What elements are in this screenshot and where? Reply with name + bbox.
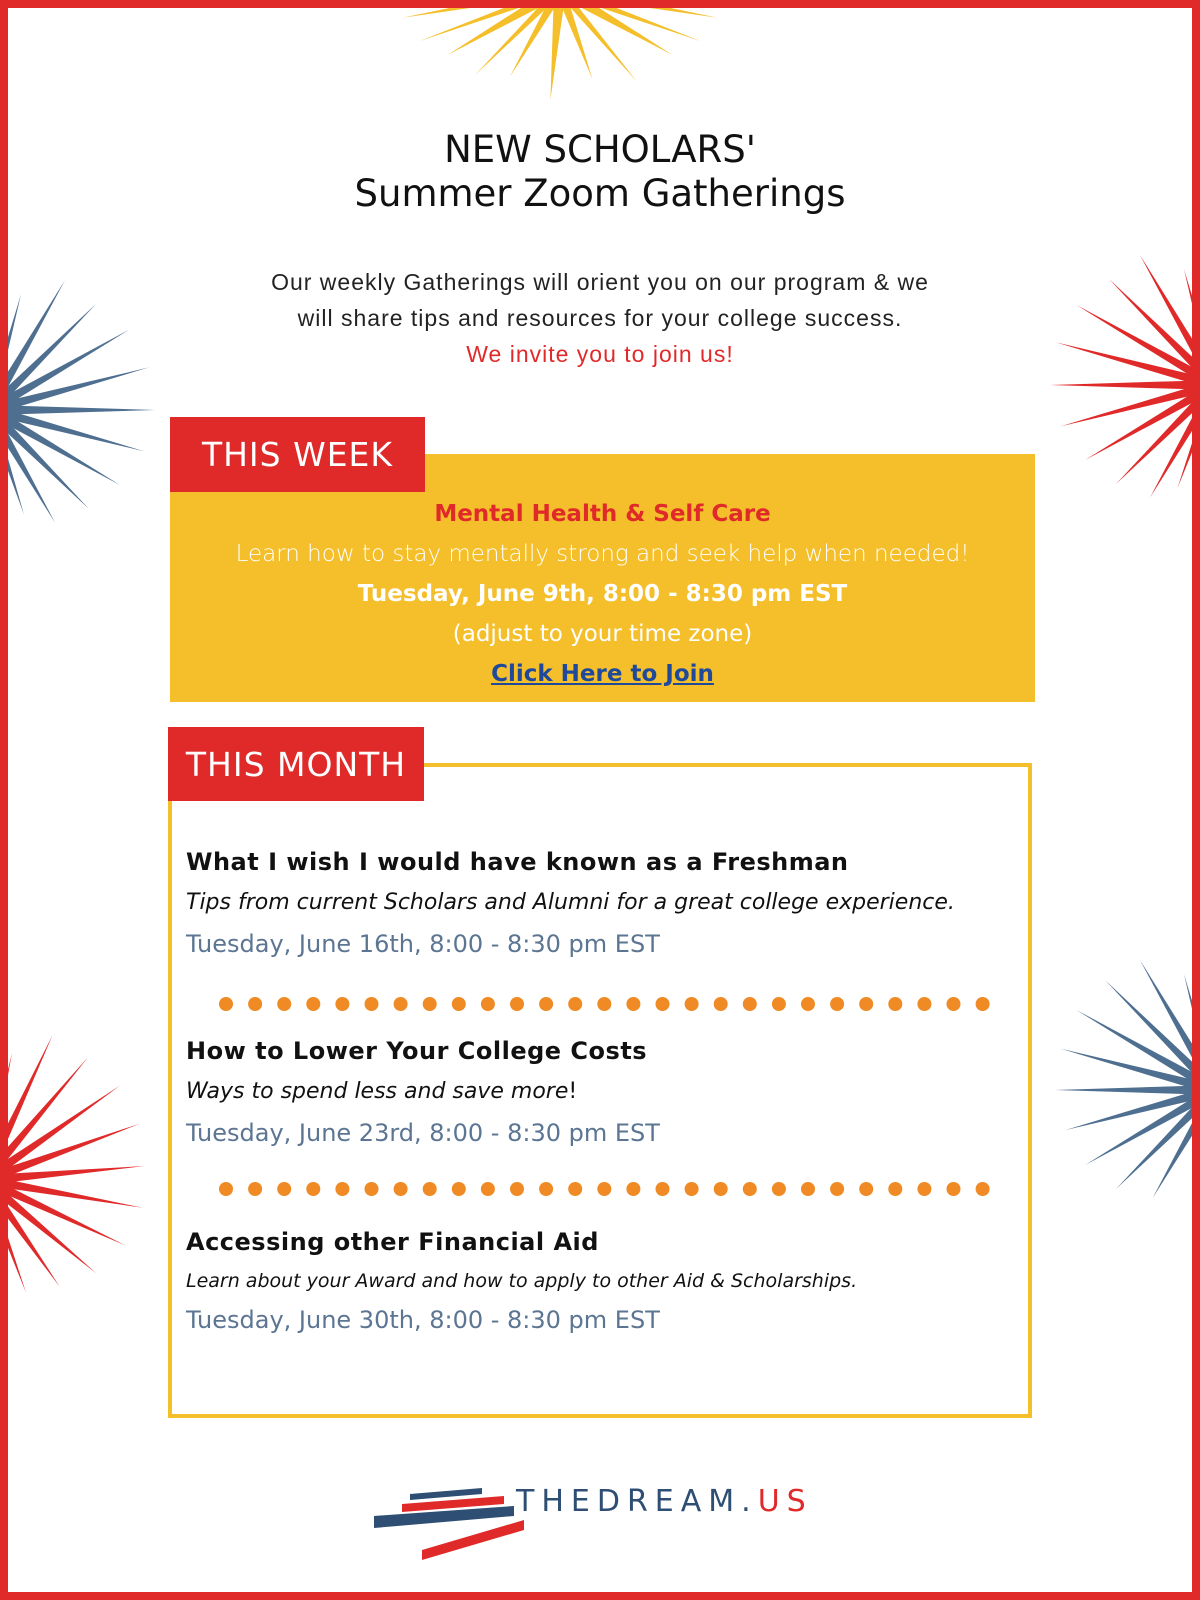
event-description: Tips from current Scholars and Alumni for a great college experience. (186, 890, 955, 915)
divider-dot (801, 997, 815, 1011)
event-item (186, 1222, 1046, 1340)
divider-dot (539, 997, 553, 1011)
divider-dot (626, 1182, 640, 1196)
divider-dot (830, 997, 844, 1011)
divider-dot (917, 1182, 931, 1196)
divider-dot (976, 1182, 990, 1196)
event-item (186, 1031, 1046, 1153)
divider-dot (481, 997, 495, 1011)
intro-text (0, 264, 1200, 372)
this-week-tag: THIS WEEK (170, 417, 425, 492)
intro-line-1: Our weekly Gatherings will orient you on our program & we (271, 269, 929, 295)
divider-dot (365, 997, 379, 1011)
divider-dot (917, 997, 931, 1011)
event-item (186, 842, 1046, 964)
thedream-logo-text (516, 1484, 813, 1519)
divider-dot (743, 1182, 757, 1196)
divider-dot (568, 1182, 582, 1196)
divider-dot (423, 1182, 437, 1196)
event-title: Accessing other Financial Aid (186, 1228, 599, 1256)
divider-dot (394, 997, 408, 1011)
intro-line-2: will share tips and resources for your college success. (297, 305, 903, 331)
divider-dot (888, 1182, 902, 1196)
logo-text-main: THEDREAM. (516, 1484, 758, 1519)
divider-dot (772, 1182, 786, 1196)
logo-text-suffix: US (757, 1484, 813, 1519)
this-month-tag: THIS MONTH (168, 727, 424, 801)
title-line-1: NEW SCHOLARS' (444, 128, 756, 171)
divider-dot (510, 997, 524, 1011)
event-date: Tuesday, June 30th, 8:00 - 8:30 pm EST (186, 1306, 660, 1334)
divider-dot (743, 997, 757, 1011)
this-week-content (170, 494, 1035, 694)
join-link[interactable]: Click Here to Join (491, 661, 714, 687)
divider-dot (219, 997, 233, 1011)
leaf-spike (1050, 380, 1200, 390)
palm-leaf-right-blue-decoration (1050, 940, 1200, 1240)
invite-text: We invite you to join us! (466, 341, 734, 367)
divider-dot (510, 1182, 524, 1196)
divider-dot (306, 997, 320, 1011)
divider-dot (976, 997, 990, 1011)
divider-dot (714, 1182, 728, 1196)
divider-dot (685, 997, 699, 1011)
palm-leaf-left-red-decoration (0, 1010, 150, 1350)
divider-dot (423, 997, 437, 1011)
divider-dot (248, 997, 262, 1011)
event-description (186, 1071, 1046, 1113)
this-week-event-title: Mental Health & Self Care (434, 501, 771, 527)
divider-dot (568, 997, 582, 1011)
divider-dot (335, 997, 349, 1011)
event-title: What I wish I would have known as a Freshman (186, 848, 849, 876)
title-line-2: Summer Zoom Gatherings (354, 172, 846, 215)
divider-dot (656, 997, 670, 1011)
leaf-spike (550, 0, 566, 100)
divider-dot (481, 1182, 495, 1196)
divider-dot (626, 997, 640, 1011)
palm-leaf-top-decoration (380, 0, 740, 100)
divider-dot (306, 1182, 320, 1196)
event-description: Learn about your Award and how to apply to other Aid & Scholarships. (186, 1270, 858, 1292)
divider-dot (830, 1182, 844, 1196)
dotted-divider (218, 1181, 998, 1197)
divider-dot (859, 1182, 873, 1196)
divider-dot (801, 1182, 815, 1196)
divider-dot (888, 997, 902, 1011)
timezone-note: (adjust to your time zone) (452, 621, 753, 647)
divider-dot (394, 1182, 408, 1196)
divider-dot (539, 1182, 553, 1196)
divider-dot (772, 997, 786, 1011)
event-description-text: Ways to spend less and save more (186, 1079, 569, 1104)
this-week-event-date: Tuesday, June 9th, 8:00 - 8:30 pm EST (357, 581, 848, 607)
divider-dot (335, 1182, 349, 1196)
divider-dot (365, 1182, 379, 1196)
divider-dot (859, 997, 873, 1011)
leaf-spike (0, 405, 155, 415)
divider-dot (452, 997, 466, 1011)
divider-dot (714, 997, 728, 1011)
divider-dot (656, 1182, 670, 1196)
divider-dot (947, 1182, 961, 1196)
divider-dot (947, 997, 961, 1011)
divider-dot (685, 1182, 699, 1196)
divider-dot (219, 1182, 233, 1196)
divider-dot (277, 1182, 291, 1196)
leaf-spike (1055, 1085, 1200, 1095)
divider-dot (597, 1182, 611, 1196)
divider-dot (277, 997, 291, 1011)
event-description-suffix: ! (568, 1079, 578, 1104)
event-date: Tuesday, June 16th, 8:00 - 8:30 pm EST (186, 930, 660, 958)
dotted-divider (218, 996, 998, 1012)
divider-dot (248, 1182, 262, 1196)
divider-dot (597, 997, 611, 1011)
this-week-event-description: Learn how to stay mentally strong and seek help when needed! (235, 541, 970, 567)
event-date: Tuesday, June 23rd, 8:00 - 8:30 pm EST (186, 1119, 660, 1147)
event-title: How to Lower Your College Costs (186, 1037, 648, 1065)
divider-dot (452, 1182, 466, 1196)
